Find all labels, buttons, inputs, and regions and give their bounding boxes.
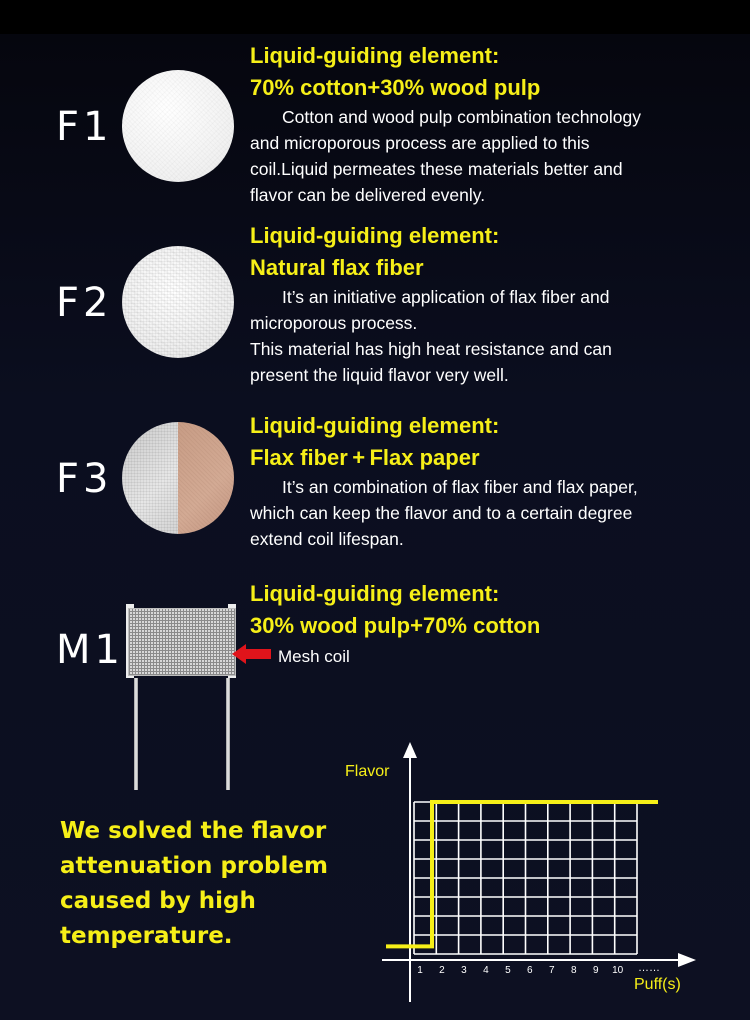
x-axis-continuation: …… xyxy=(638,962,660,974)
mesh-coil-body xyxy=(128,608,236,676)
x-axis-arrow-icon xyxy=(678,953,696,967)
m1-heading-1: Liquid-guiding element: xyxy=(250,581,500,606)
f2-heading-2: Natural flax fiber xyxy=(250,255,424,280)
x-tick-label: 2 xyxy=(439,965,445,976)
summary-line: attenuation problem xyxy=(60,853,328,879)
f2-body-line: microporous process. xyxy=(250,313,418,333)
f1-body-line: Cotton and wood pulp combination technology xyxy=(282,107,641,127)
f3-body-line: extend coil lifespan. xyxy=(250,529,404,549)
x-tick-label: 5 xyxy=(505,965,511,976)
red-arrow-icon xyxy=(232,643,272,665)
mesh-coil-illustration xyxy=(126,604,236,794)
x-tick-label: 8 xyxy=(570,965,577,976)
summary-line: caused by high xyxy=(60,888,256,914)
f2-body-line: This material has high heat resistance and can xyxy=(250,339,612,359)
x-tick-label: 9 xyxy=(592,965,599,976)
f1-heading-1: Liquid-guiding element: xyxy=(250,43,500,68)
f3-heading-1: Liquid-guiding element: xyxy=(250,413,500,438)
x-tick-label: 10 xyxy=(612,965,624,976)
code-m1: M1 xyxy=(56,627,124,673)
f3-heading-2: Flax fiber + Flax paper xyxy=(250,445,480,470)
chart-series xyxy=(386,802,658,946)
flavor-line xyxy=(386,802,658,946)
code-f2: F2 xyxy=(56,280,113,326)
chart-grid xyxy=(414,802,637,954)
x-tick-label: 4 xyxy=(483,965,489,976)
item-f3-text xyxy=(250,410,720,552)
summary-text xyxy=(60,814,360,954)
f1-body-line: flavor can be delivered evenly. xyxy=(250,185,486,205)
mesh-coil-label: Mesh coil xyxy=(278,647,350,666)
x-tick-label: 3 xyxy=(461,965,467,976)
x-axis-label: Puff(s) xyxy=(634,976,681,993)
y-axis-arrow-icon xyxy=(403,742,417,758)
f2-heading-1: Liquid-guiding element: xyxy=(250,223,500,248)
f1-body-line: and microporous process are applied to this xyxy=(250,133,590,153)
code-f1: F1 xyxy=(56,104,113,150)
code-f3: F3 xyxy=(56,456,113,502)
flax-fiber-paper-swatch xyxy=(122,422,234,534)
x-tick-label: 1 xyxy=(417,965,423,976)
f1-body-line: coil.Liquid permeates these materials better and xyxy=(250,159,623,179)
item-f1-text xyxy=(250,40,720,208)
f1-heading-2: 70% cotton+30% wood pulp xyxy=(250,75,541,100)
item-f2-text xyxy=(250,220,720,388)
f3-body-line: It’s an combination of flax fiber and flax paper, xyxy=(282,477,638,497)
flavor-chart xyxy=(340,740,700,1020)
flax-fiber-swatch xyxy=(122,246,234,358)
x-tick-label: 7 xyxy=(549,965,555,976)
item-m1-text xyxy=(250,578,720,642)
chart-ticks xyxy=(417,965,623,976)
f3-body-line: which can keep the flavor and to a certain degree xyxy=(250,503,633,523)
y-axis-label: Flavor xyxy=(345,763,390,780)
f2-body-line: It’s an initiative application of flax fiber and xyxy=(282,287,610,307)
flax-paper-half xyxy=(178,422,234,534)
m1-heading-2: 30% wood pulp+70% cotton xyxy=(250,613,541,638)
summary-line: temperature. xyxy=(60,923,233,949)
top-band xyxy=(0,0,750,34)
f2-body-line: present the liquid flavor very well. xyxy=(250,365,509,385)
summary-line: We solved the flavor xyxy=(60,818,327,844)
mesh-coil-lead-left xyxy=(134,678,138,790)
cotton-wood-pulp-swatch xyxy=(122,70,234,182)
flax-fiber-half xyxy=(122,422,178,534)
mesh-coil-lead-right xyxy=(226,678,230,790)
x-tick-label: 6 xyxy=(527,965,533,976)
